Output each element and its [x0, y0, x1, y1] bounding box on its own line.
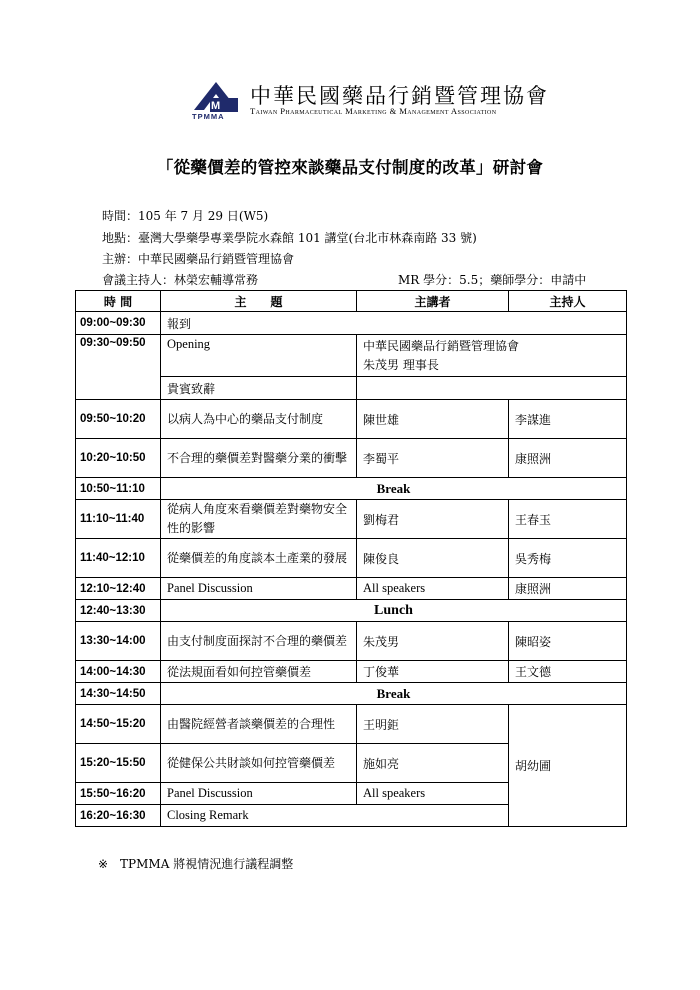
- row-topic: 貴賓致辭: [161, 377, 357, 400]
- row-topic: 報到: [161, 312, 627, 335]
- svg-text:M: M: [211, 100, 221, 112]
- table-row: [76, 705, 627, 744]
- row-topic: 以病人為中心的藥品支付制度: [161, 400, 357, 439]
- table-header-row: [76, 291, 627, 312]
- break-label: Break: [161, 478, 627, 500]
- row-time: 09:00~09:30: [76, 312, 161, 335]
- row-host: 王文德: [509, 661, 627, 683]
- row-time: 09:50~10:20: [76, 400, 161, 439]
- row-speaker-empty: [357, 377, 627, 400]
- row-host: 吳秀梅: [509, 539, 627, 578]
- row-speaker: 陳俊良: [357, 539, 509, 578]
- table-row: [76, 622, 627, 661]
- org-logo-header: [190, 78, 549, 122]
- row-speaker: 朱茂男: [357, 622, 509, 661]
- header-host: 主持人: [509, 291, 627, 312]
- event-location: 地點：臺灣大學藥學專業學院水森館 101 講堂(台北市林森南路 33 號): [102, 231, 477, 245]
- row-time: 12:10~12:40: [76, 578, 161, 600]
- row-topic: Panel Discussion: [161, 578, 357, 600]
- row-time: 15:20~15:50: [76, 744, 161, 783]
- row-topic: 從健保公共財談如何控管藥價差: [161, 744, 357, 783]
- header-time: 時 間: [76, 291, 161, 312]
- row-topic: 不合理的藥價差對醫藥分業的衝擊: [161, 439, 357, 478]
- table-row: [76, 578, 627, 600]
- row-topic: 由支付制度面探討不合理的藥價差: [161, 622, 357, 661]
- row-speaker: 王明鉅: [357, 705, 509, 744]
- table-row: [76, 500, 627, 539]
- row-time: 14:50~15:20: [76, 705, 161, 744]
- row-time: 14:00~14:30: [76, 661, 161, 683]
- header-topic: 主 題: [161, 291, 357, 312]
- event-date: 時間：105 年 7 月 29 日(W5): [102, 209, 269, 223]
- row-speaker: 中華民國藥品行銷暨管理協會 朱茂男 理事長: [357, 335, 627, 377]
- row-topic: 從病人角度來看藥價差對藥物安全性的影響: [161, 500, 357, 539]
- row-topic: 從法規面看如何控管藥價差: [161, 661, 357, 683]
- row-topic: Closing Remark: [161, 805, 509, 827]
- row-speaker: All speakers: [357, 578, 509, 600]
- row-topic: 由醫院經營者談藥價差的合理性: [161, 705, 357, 744]
- row-host: 李謀進: [509, 400, 627, 439]
- table-row: [76, 335, 627, 377]
- event-organizer: 主辦：中華民國藥品行銷暨管理協會: [102, 252, 295, 266]
- row-time: 12:40~13:30: [76, 600, 161, 622]
- row-topic: 從藥價差的角度談本土產業的發展: [161, 539, 357, 578]
- row-speaker: 劉梅君: [357, 500, 509, 539]
- afternoon-host: 胡幼圃: [509, 705, 627, 827]
- header-speaker: 主講者: [357, 291, 509, 312]
- row-time: 11:10~11:40: [76, 500, 161, 539]
- row-host: 康照洲: [509, 578, 627, 600]
- row-host: 陳昭姿: [509, 622, 627, 661]
- break-label: Break: [161, 683, 627, 705]
- table-row: [76, 683, 627, 705]
- org-name-chinese: 中華民國藥品行銷暨管理協會: [250, 84, 549, 108]
- row-time: 10:50~11:10: [76, 478, 161, 500]
- agenda-table: [75, 290, 627, 827]
- row-time: 10:20~10:50: [76, 439, 161, 478]
- conference-host: 會議主持人：林榮宏輔導常務: [102, 273, 259, 287]
- table-row: [76, 661, 627, 683]
- row-speaker: 施如亮: [357, 744, 509, 783]
- row-time: 13:30~14:00: [76, 622, 161, 661]
- row-time: 16:20~16:30: [76, 805, 161, 827]
- credit-info: MR 學分：5.5；藥師學分：申請中: [398, 273, 587, 287]
- org-name-english: Taiwan Pharmaceutical Marketing & Management Association: [250, 106, 497, 116]
- row-topic: Opening: [161, 335, 357, 377]
- row-speaker: All speakers: [357, 783, 509, 805]
- table-row: [76, 312, 627, 335]
- row-speaker: 李蜀平: [357, 439, 509, 478]
- row-speaker: 丁俊華: [357, 661, 509, 683]
- row-time: 11:40~12:10: [76, 539, 161, 578]
- table-row: [76, 600, 627, 622]
- table-row: [76, 478, 627, 500]
- agenda-note: ※ TPMMA 將視情況進行議程調整: [98, 857, 294, 871]
- row-topic: Panel Discussion: [161, 783, 357, 805]
- table-row: [76, 439, 627, 478]
- table-row: [76, 539, 627, 578]
- document-title: 「從藥價差的管控來談藥品支付制度的改革」研討會: [156, 158, 544, 177]
- row-time: 14:30~14:50: [76, 683, 161, 705]
- row-time: 15:50~16:20: [76, 783, 161, 805]
- row-host: 王春玉: [509, 500, 627, 539]
- row-speaker: 陳世雄: [357, 400, 509, 439]
- table-row: [76, 400, 627, 439]
- row-host: 康照洲: [509, 439, 627, 478]
- row-time: 09:30~09:50: [76, 335, 161, 400]
- org-abbreviation: TPMMA: [192, 112, 225, 121]
- lunch-label: Lunch: [161, 600, 627, 622]
